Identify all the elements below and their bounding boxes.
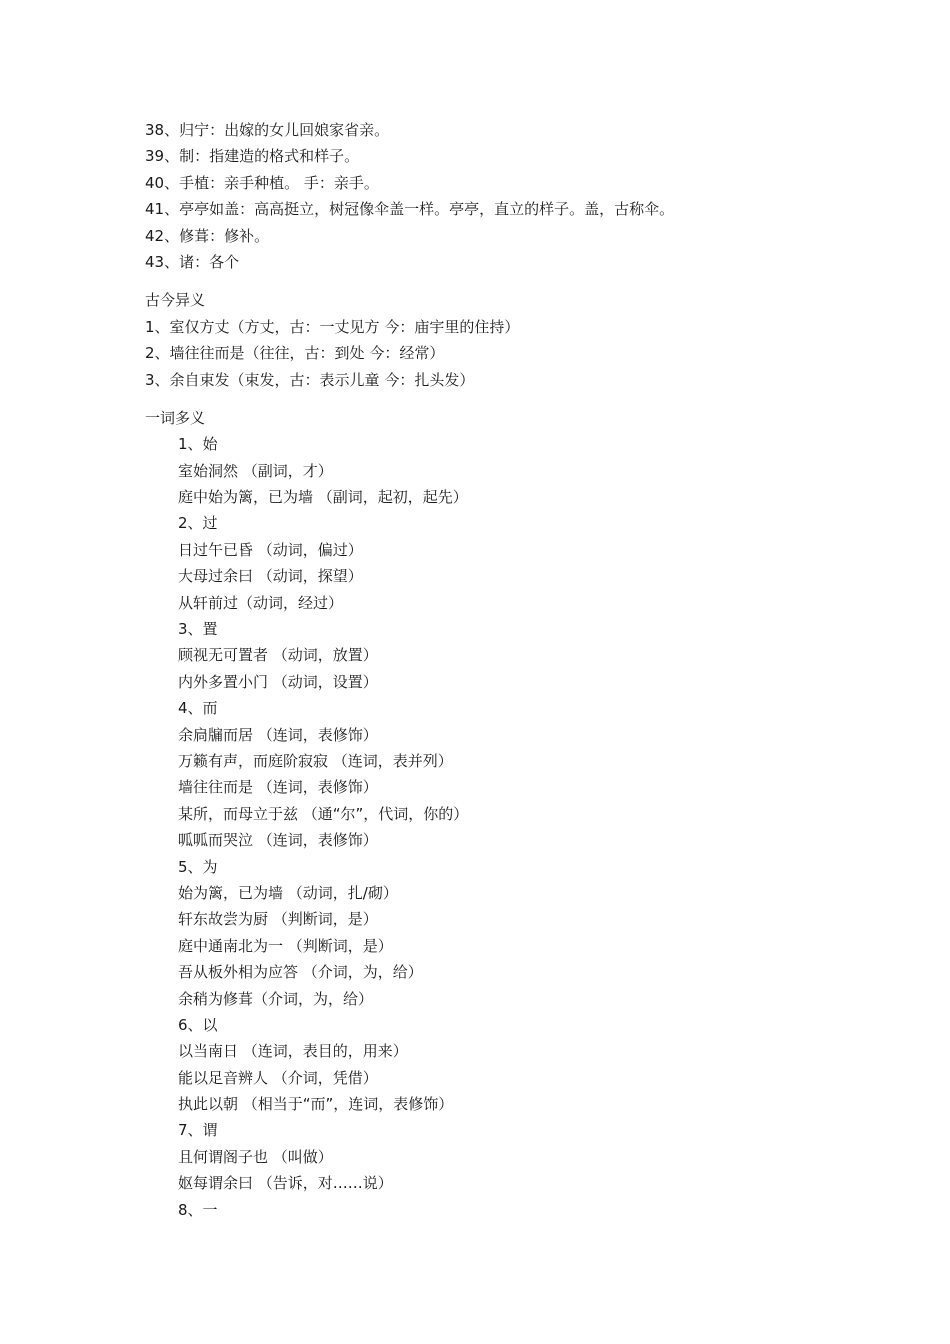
usage-example: 从轩前过（动词，经过）: [178, 593, 344, 612]
usage-example: 日过午已昏 （动词，偏过）: [178, 540, 363, 559]
usage-example: 能以足音辨人 （介词，凭借）: [178, 1068, 378, 1087]
word-heading: 1、始: [178, 435, 218, 454]
usage-example: 轩东故尝为厨 （判断词，是）: [178, 910, 378, 929]
usage-example: 大母过余曰 （动词，探望）: [178, 567, 363, 586]
usage-example: 余稍为修葺（介词，为，给）: [178, 989, 374, 1008]
word-heading: 8、一: [178, 1200, 218, 1219]
usage-example: 内外多置小门 （动词，设置）: [178, 672, 378, 691]
gujin-section: [145, 287, 905, 393]
word-heading: 4、而: [178, 699, 218, 718]
usage-example: 某所，而母立于兹 （通“尔”，代词，你的）: [178, 804, 469, 823]
word-heading: 5、为: [178, 857, 218, 876]
usage-example: 始为篱，已为墙 （动词，扎/砌）: [178, 883, 398, 902]
usage-example: 庭中始为篱，已为墙 （副词，起初，起先）: [178, 488, 468, 507]
usage-example: 万籁有声，而庭阶寂寂 （连词，表并列）: [178, 751, 453, 770]
document-content: [145, 117, 905, 1223]
usage-example: 庭中通南北为一 （判断词，是）: [178, 936, 393, 955]
glossary-item: 43、诸：各个: [145, 252, 240, 271]
usage-example: 以当南日 （连词，表目的，用来）: [178, 1042, 408, 1061]
usage-example: 余扃牖而居 （连词，表修饰）: [178, 725, 378, 744]
word-heading: 3、置: [178, 620, 218, 639]
glossary-item: 41、亭亭如盖：高高挺立，树冠像伞盖一样。亭亭，直立的样子。盖，古称伞。: [145, 200, 675, 219]
yici-section: [145, 405, 905, 1223]
glossary-section: [145, 117, 905, 275]
usage-example: 室始洞然 （副词，才）: [178, 461, 333, 480]
usage-example: 执此以朝 （相当于“而”，连词，表修饰）: [178, 1095, 454, 1114]
word-heading: 6、以: [178, 1015, 218, 1034]
word-heading: 2、过: [178, 514, 218, 533]
usage-example: 且何谓阁子也 （叫做）: [178, 1147, 333, 1166]
section-heading: 一词多义: [145, 408, 206, 427]
usage-example: 妪每谓余曰 （告诉，对……说）: [178, 1174, 393, 1193]
glossary-item: 42、修葺：修补。: [145, 226, 270, 245]
usage-example: 墙往往而是 （连词，表修饰）: [178, 778, 378, 797]
gujin-item: 3、余自束发（束发，古：表示儿童 今：扎头发）: [145, 370, 475, 389]
section-spacer: [145, 275, 905, 287]
usage-example: 吾从板外相为应答 （介词，为，给）: [178, 963, 423, 982]
gujin-item: 2、墙往往而是（往往，古：到处 今：经常）: [145, 344, 445, 363]
glossary-item: 39、制：指建造的格式和样子。: [145, 147, 360, 166]
usage-example: 呱呱而哭泣 （连词，表修饰）: [178, 831, 378, 850]
usage-example: 顾视无可置者 （动词，放置）: [178, 646, 378, 665]
gujin-item: 1、室仅方丈（方丈，古：一丈见方 今：庙宇里的住持）: [145, 317, 520, 336]
section-heading: 古今异义: [145, 291, 206, 310]
glossary-item: 38、归宁：出嫁的女儿回娘家省亲。: [145, 121, 390, 139]
word-heading: 7、谓: [178, 1121, 218, 1140]
glossary-item: 40、手植：亲手种植。 手：亲手。: [145, 173, 379, 192]
section-spacer: [145, 393, 905, 405]
